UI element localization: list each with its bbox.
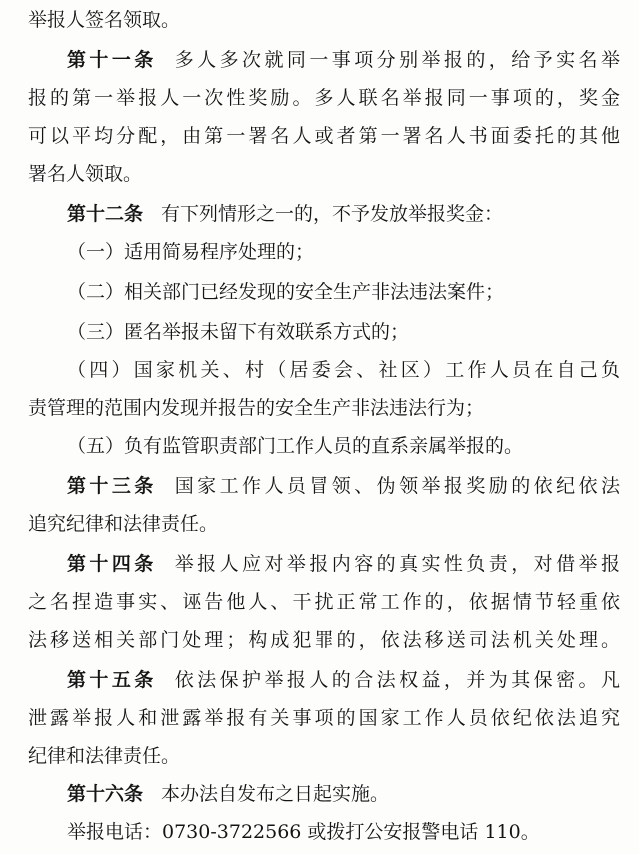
- article-14-heading-line: [67, 546, 620, 582]
- line-text: （一）适用简易程序处理的；: [67, 241, 315, 263]
- line-text: 本办法自发布之日起实施。: [161, 783, 390, 805]
- text-line: [28, 80, 620, 116]
- text-line: [28, 584, 620, 620]
- article-13-heading-line: [67, 468, 620, 504]
- line-text: 纪律和法律责任。: [28, 745, 181, 767]
- line-text: 追究纪律和法律责任。: [28, 513, 219, 535]
- text-line: [28, 118, 620, 154]
- text-line: [28, 738, 618, 774]
- text-line: [67, 352, 620, 388]
- text-line: [28, 700, 620, 736]
- line-text: 依法保护举报人的合法权益，并为其保密。凡: [174, 669, 620, 691]
- text-line: [28, 2, 618, 38]
- line-text: 国家工作人员冒领、伪领举报奖励的依纪依法: [174, 475, 620, 497]
- line-text: 泄露举报人和泄露举报有关事项的国家工作人员依纪依法追究: [28, 707, 620, 729]
- line-text: 有下列情形之一的，不予发放举报奖金：: [161, 203, 504, 225]
- article-15-heading-line: [67, 662, 620, 698]
- line-text: 署名人领取。: [28, 163, 143, 185]
- text-line: [28, 390, 618, 426]
- hotline-text: 举报电话：0730-3722566 或拨打公安报警电话 110。: [67, 821, 540, 843]
- text-line: [28, 156, 618, 192]
- line-text: 举报人签名领取。: [28, 9, 181, 31]
- line-text: 多人多次就同一事项分别举报的，给予实名举: [174, 49, 620, 71]
- article-number: 第十三条: [67, 475, 157, 497]
- line-text: （五）负有监管职责部门工作人员的直系亲属举报的。: [67, 435, 524, 457]
- article-number: 第十二条: [67, 203, 144, 225]
- line-text: 法移送相关部门处理；构成犯罪的，依法移送司法机关处理。: [28, 629, 620, 651]
- text-line: [28, 622, 620, 658]
- article-number: 第十六条: [67, 783, 144, 805]
- text-line: [67, 234, 620, 270]
- article-12-heading-line: [67, 196, 620, 232]
- line-text: 之名捏造事实、诬告他人、干扰正常工作的，依据情节轻重依: [28, 591, 620, 613]
- article-number: 第十四条: [67, 553, 157, 575]
- line-text: 可以平均分配，由第一署名人或者第一署名人书面委托的其他: [28, 125, 620, 147]
- hotline-line: [67, 814, 620, 850]
- line-text: 举报人应对举报内容的真实性负责，对借举报: [174, 553, 620, 575]
- line-text: 责管理的范围内发现并报告的安全生产非法违法行为；: [28, 397, 485, 419]
- text-line: [67, 274, 620, 310]
- text-line: [67, 314, 620, 350]
- line-text: （三）匿名举报未留下有效联系方式的；: [67, 321, 410, 343]
- text-line: [67, 428, 620, 464]
- text-line: [28, 506, 618, 542]
- line-text: 报的第一举报人一次性奖励。多人联名举报同一事项的，奖金: [28, 87, 620, 109]
- article-11-heading-line: [67, 42, 620, 78]
- article-16-heading-line: [67, 776, 620, 812]
- article-number: 第十五条: [67, 669, 157, 691]
- article-number: 第十一条: [67, 49, 157, 71]
- line-text: （四）国家机关、村（居委会、社区）工作人员在自己负: [67, 359, 620, 381]
- line-text: （二）相关部门已经发现的安全生产非法违法案件；: [67, 281, 505, 303]
